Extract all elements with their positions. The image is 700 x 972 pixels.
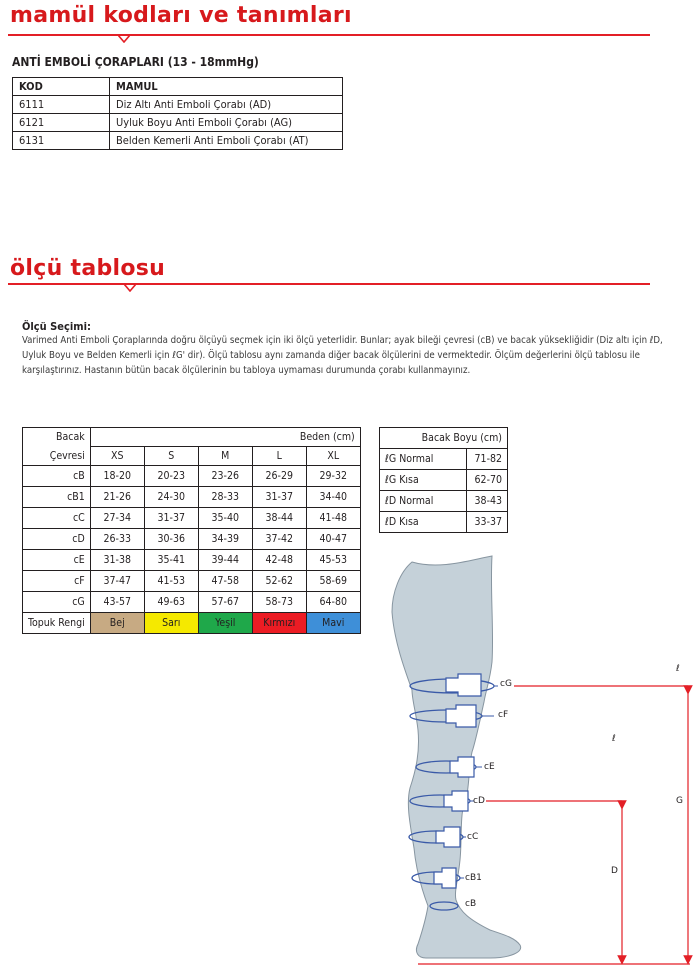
size-range-cell: 30-36	[144, 529, 198, 550]
leg-length-type: ℓG Normal	[380, 449, 467, 470]
size-range-cell: 26-33	[90, 529, 144, 550]
circumference-label: cF	[23, 571, 91, 592]
size-range-cell: 35-40	[198, 508, 252, 529]
size-range-cell: 57-67	[198, 592, 252, 613]
circumference-label: cD	[23, 529, 91, 550]
label-l-mid: ℓ	[612, 734, 616, 744]
size-range-cell: 21-26	[90, 487, 144, 508]
leg-length-range: 71-82	[467, 449, 508, 470]
size-range-cell: 26-29	[252, 466, 306, 487]
column-header-mamul: MAMUL	[110, 78, 343, 96]
column-header-kod: KOD	[13, 78, 110, 96]
size-selection-heading: Ölçü Seçimi:	[22, 320, 91, 333]
circumference-label: cG	[23, 592, 91, 613]
label-cB: cB	[465, 899, 477, 909]
product-code-cell: 6131	[13, 132, 110, 150]
product-name-cell: Diz Altı Anti Emboli Çorabı (AD)	[110, 96, 343, 114]
circumference-label: cE	[23, 550, 91, 571]
size-range-cell: 20-23	[144, 466, 198, 487]
size-range-cell: 58-73	[252, 592, 306, 613]
size-range-cell: 64-80	[306, 592, 360, 613]
leg-silhouette	[392, 556, 521, 958]
size-range-cell: 24-30	[144, 487, 198, 508]
size-label-cell: M	[198, 447, 252, 466]
size-range-cell: 31-37	[144, 508, 198, 529]
circumference-label: cC	[23, 508, 91, 529]
circumference-label: cB	[23, 466, 91, 487]
size-range-cell: 29-32	[306, 466, 360, 487]
circumference-label: cB1	[23, 487, 91, 508]
product-code-cell: 6121	[13, 114, 110, 132]
leg-length-type: ℓG Kısa	[380, 470, 467, 491]
size-range-cell: 27-34	[90, 508, 144, 529]
size-label-cell: XL	[306, 447, 360, 466]
size-range-cell: 45-53	[306, 550, 360, 571]
label-cC: cC	[467, 832, 479, 842]
size-range-cell: 37-42	[252, 529, 306, 550]
size-range-cell: 41-53	[144, 571, 198, 592]
size-range-cell: 52-62	[252, 571, 306, 592]
product-group-subtitle: ANTİ EMBOLİ ÇORAPLARI (13 - 18mmHg)	[12, 55, 259, 69]
label-G: G	[676, 796, 683, 806]
label-cE: cE	[484, 762, 495, 772]
size-label-cell: S	[144, 447, 198, 466]
heel-color-cell: Bej	[90, 613, 144, 634]
label-cF: cF	[498, 710, 509, 720]
product-code-cell: 6111	[13, 96, 110, 114]
size-range-cell: 28-33	[198, 487, 252, 508]
heel-color-cell: Sarı	[144, 613, 198, 634]
size-range-cell: 37-47	[90, 571, 144, 592]
size-range-cell: 35-41	[144, 550, 198, 571]
size-range-cell: 39-44	[198, 550, 252, 571]
size-range-cell: 31-38	[90, 550, 144, 571]
leg-length-range: 38-43	[467, 491, 508, 512]
heel-color-label: Topuk Rengi	[23, 613, 91, 634]
section-title-olcu: ölçü tablosu	[10, 256, 166, 281]
size-range-cell: 58-69	[306, 571, 360, 592]
heel-color-cell: Mavi	[306, 613, 360, 634]
label-cD: cD	[473, 796, 485, 806]
leg-length-type: ℓD Kısa	[380, 512, 467, 533]
beden-label: Beden (cm)	[90, 428, 360, 447]
product-name-cell: Uyluk Boyu Anti Emboli Çorabı (AG)	[110, 114, 343, 132]
size-range-cell: 34-39	[198, 529, 252, 550]
size-range-cell: 38-44	[252, 508, 306, 529]
size-range-cell: 43-57	[90, 592, 144, 613]
leg-length-header: Bacak Boyu (cm)	[380, 428, 508, 449]
corner-label-bacak: Bacak	[23, 428, 91, 447]
size-label-cell: L	[252, 447, 306, 466]
heel-color-cell: Kırmızı	[252, 613, 306, 634]
leg-length-range: 33-37	[467, 512, 508, 533]
size-range-cell: 42-48	[252, 550, 306, 571]
size-range-cell: 40-47	[306, 529, 360, 550]
size-range-cell: 47-58	[198, 571, 252, 592]
size-label-cell: XS	[90, 447, 144, 466]
label-cG: cG	[500, 679, 512, 689]
size-range-cell: 41-48	[306, 508, 360, 529]
label-cB1: cB1	[465, 873, 482, 883]
leg-length-range: 62-70	[467, 470, 508, 491]
product-name-cell: Belden Kemerli Anti Emboli Çorabı (AT)	[110, 132, 343, 150]
leg-length-type: ℓD Normal	[380, 491, 467, 512]
label-l-top: ℓ	[676, 664, 680, 674]
section-title-mamul: mamül kodları ve tanımları	[10, 3, 352, 28]
size-range-cell: 34-40	[306, 487, 360, 508]
label-D: D	[611, 866, 618, 876]
size-range-cell: 18-20	[90, 466, 144, 487]
size-selection-paragraph: Varimed Anti Emboli Çoraplarında doğru ölçüyü seçmek için iki ölçü yeterlidir. Bunlar; ayak bileği çevresi (cB) ve bacak yüksekliğidir (Diz altı için ℓD, Uyluk Boyu ve Belden Kemerli için ℓG' dir). Ölçü tablosu aynı zamanda diğer bacak ölçülerini de vermektedir. Ölçüm değerlerini ölçü tablosu ile karşılaştırınız. Hastanın bütün bacak ölçülerinin bu tabloya uymaması durumunda çorabı kullanmayınız.	[22, 335, 663, 376]
size-range-cell: 23-26	[198, 466, 252, 487]
heel-color-cell: Yeşil	[198, 613, 252, 634]
corner-label-cevresi: Çevresi	[23, 447, 91, 466]
size-range-cell: 49-63	[144, 592, 198, 613]
size-range-cell: 31-37	[252, 487, 306, 508]
